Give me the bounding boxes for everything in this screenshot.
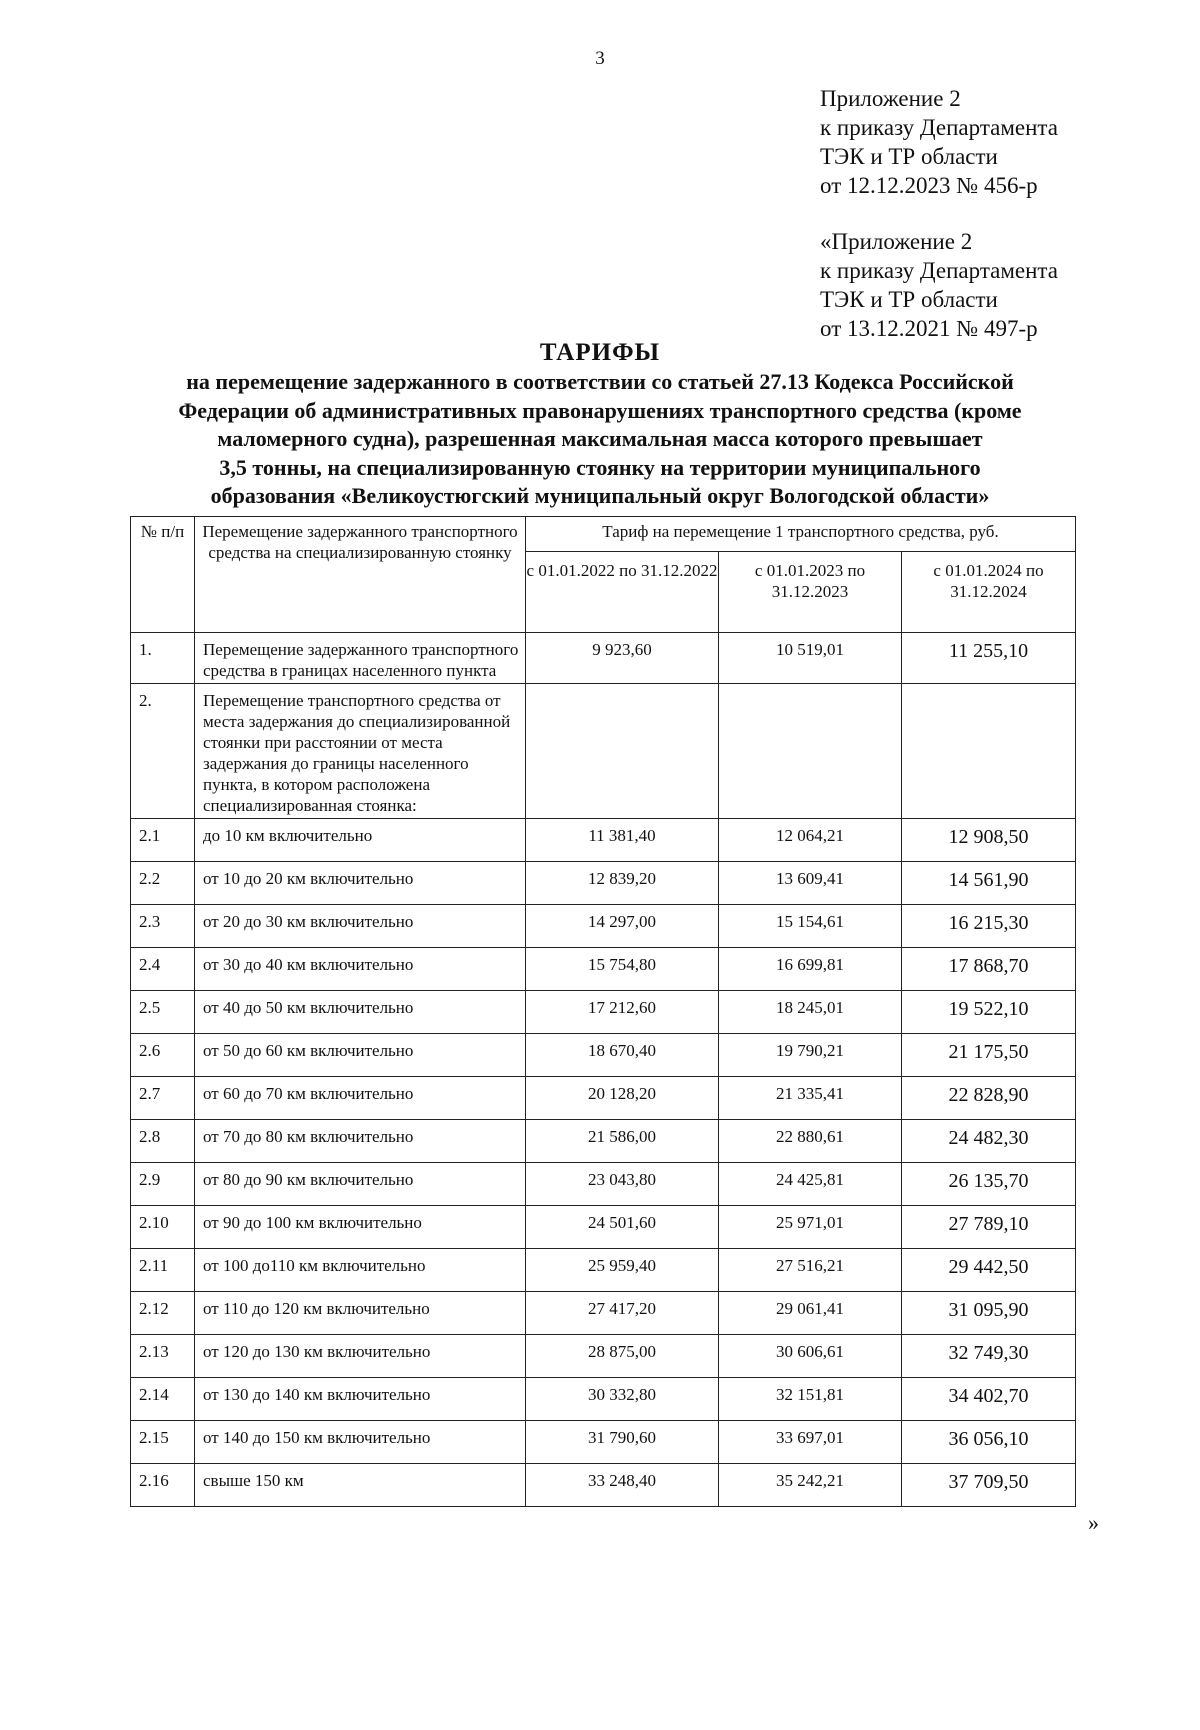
subtitle-line: образования «Великоустюгский муниципальный округ Вологодской области» bbox=[210, 483, 990, 508]
tariff-2024: 27 789,10 bbox=[902, 1206, 1076, 1249]
row-description: от 50 до 60 км включительно bbox=[195, 1034, 526, 1077]
title-block bbox=[110, 338, 1090, 511]
appendix-reference-current bbox=[820, 84, 1058, 200]
row-number: 2.11 bbox=[131, 1249, 195, 1292]
row-description: от 100 до110 км включительно bbox=[195, 1249, 526, 1292]
row-description: Перемещение задержанного транспортного средства в границах населенного пункта bbox=[195, 633, 526, 684]
tariff-2023: 22 880,61 bbox=[719, 1120, 902, 1163]
header-description: Перемещение задержанного транспортного средства на специализированную стоянку bbox=[195, 517, 526, 633]
tariff-2022: 20 128,20 bbox=[526, 1077, 719, 1120]
tariff-2024: 21 175,50 bbox=[902, 1034, 1076, 1077]
row-number: 2.5 bbox=[131, 991, 195, 1034]
table-row bbox=[131, 1421, 1076, 1464]
tariff-2023 bbox=[719, 684, 902, 819]
header-period-2022: с 01.01.2022 по 31.12.2022 bbox=[526, 552, 719, 633]
tariff-2023: 24 425,81 bbox=[719, 1163, 902, 1206]
row-description: до 10 км включительно bbox=[195, 819, 526, 862]
tariff-table bbox=[130, 516, 1076, 1507]
row-description: от 130 до 140 км включительно bbox=[195, 1378, 526, 1421]
tariff-2022: 25 959,40 bbox=[526, 1249, 719, 1292]
subtitle-line: Федерации об административных правонарушениях транспортного средства (кроме bbox=[178, 397, 1022, 423]
row-number: 2.7 bbox=[131, 1077, 195, 1120]
tariff-2023: 16 699,81 bbox=[719, 948, 902, 991]
tariff-2024: 14 561,90 bbox=[902, 862, 1076, 905]
appendix-line: ТЭК и ТР области bbox=[820, 287, 998, 312]
tariff-2022: 17 212,60 bbox=[526, 991, 719, 1034]
row-description: Перемещение транспортного средства от места задержания до специализированной стоянки при расстоянии от места задержания до границы населенного пункта, в котором расположена специализированная стоянка: bbox=[195, 684, 526, 819]
tariff-2024: 34 402,70 bbox=[902, 1378, 1076, 1421]
tariff-2024: 37 709,50 bbox=[902, 1464, 1076, 1507]
tariff-2023: 25 971,01 bbox=[719, 1206, 902, 1249]
tariff-2023: 12 064,21 bbox=[719, 819, 902, 862]
header-period-2024: с 01.01.2024 по 31.12.2024 bbox=[902, 552, 1076, 633]
row-description: от 10 до 20 км включительно bbox=[195, 862, 526, 905]
row-description: от 120 до 130 км включительно bbox=[195, 1335, 526, 1378]
tariff-2022: 15 754,80 bbox=[526, 948, 719, 991]
appendix-line: от 13.12.2021 № 497-р bbox=[820, 316, 1038, 341]
tariff-2024: 17 868,70 bbox=[902, 948, 1076, 991]
table-row bbox=[131, 1077, 1076, 1120]
page-number: 3 bbox=[595, 48, 605, 69]
tariff-2022: 33 248,40 bbox=[526, 1464, 719, 1507]
appendix-line: ТЭК и ТР области bbox=[820, 144, 998, 169]
tariff-2023: 33 697,01 bbox=[719, 1421, 902, 1464]
subtitle-line: на перемещение задержанного в соответствии со статьей 27.13 Кодекса Российской bbox=[186, 369, 1014, 394]
row-number: 2.15 bbox=[131, 1421, 195, 1464]
row-description: от 30 до 40 км включительно bbox=[195, 948, 526, 991]
tariff-2022: 14 297,00 bbox=[526, 905, 719, 948]
table-row bbox=[131, 1378, 1076, 1421]
row-description: от 90 до 100 км включительно bbox=[195, 1206, 526, 1249]
tariff-2024: 12 908,50 bbox=[902, 819, 1076, 862]
tariff-2022: 28 875,00 bbox=[526, 1335, 719, 1378]
tariff-2023: 32 151,81 bbox=[719, 1378, 902, 1421]
table-row bbox=[131, 905, 1076, 948]
tariff-2022: 31 790,60 bbox=[526, 1421, 719, 1464]
tariff-2024: 24 482,30 bbox=[902, 1120, 1076, 1163]
header-number: № п/п bbox=[131, 517, 195, 633]
row-description: свыше 150 км bbox=[195, 1464, 526, 1507]
tariff-2024 bbox=[902, 684, 1076, 819]
tariff-2024: 36 056,10 bbox=[902, 1421, 1076, 1464]
tariff-2022: 30 332,80 bbox=[526, 1378, 719, 1421]
tariff-2023: 35 242,21 bbox=[719, 1464, 902, 1507]
row-description: от 20 до 30 км включительно bbox=[195, 905, 526, 948]
tariff-2023: 27 516,21 bbox=[719, 1249, 902, 1292]
row-number: 2.2 bbox=[131, 862, 195, 905]
appendix-line: «Приложение 2 bbox=[820, 229, 973, 254]
table-row bbox=[131, 1249, 1076, 1292]
row-number: 2.14 bbox=[131, 1378, 195, 1421]
row-description: от 40 до 50 км включительно bbox=[195, 991, 526, 1034]
subtitle-line: 3,5 тонны, на специализированную стоянку на территории муниципального bbox=[219, 454, 981, 480]
table-row bbox=[131, 862, 1076, 905]
tariff-2024: 32 749,30 bbox=[902, 1335, 1076, 1378]
row-description: от 110 до 120 км включительно bbox=[195, 1292, 526, 1335]
row-number: 2.16 bbox=[131, 1464, 195, 1507]
tariff-2024: 16 215,30 bbox=[902, 905, 1076, 948]
tariff-2024: 11 255,10 bbox=[902, 633, 1076, 684]
table-row bbox=[131, 1464, 1076, 1507]
tariff-2022: 24 501,60 bbox=[526, 1206, 719, 1249]
subtitle-line: маломерного судна), разрешенная максимальная масса которого превышает bbox=[217, 426, 983, 451]
tariff-2024: 26 135,70 bbox=[902, 1163, 1076, 1206]
row-description: от 70 до 80 км включительно bbox=[195, 1120, 526, 1163]
tariff-2024: 22 828,90 bbox=[902, 1077, 1076, 1120]
row-number: 2.10 bbox=[131, 1206, 195, 1249]
tariff-2023: 15 154,61 bbox=[719, 905, 902, 948]
header-period-2023: с 01.01.2023 по 31.12.2023 bbox=[719, 552, 902, 633]
tariff-2023: 21 335,41 bbox=[719, 1077, 902, 1120]
row-number: 2.8 bbox=[131, 1120, 195, 1163]
appendix-line: от 12.12.2023 № 456-р bbox=[820, 173, 1038, 198]
tariff-rows bbox=[131, 633, 1076, 1507]
tariff-2022: 23 043,80 bbox=[526, 1163, 719, 1206]
tariff-2022: 18 670,40 bbox=[526, 1034, 719, 1077]
row-number: 2. bbox=[131, 684, 195, 819]
row-description: от 80 до 90 км включительно bbox=[195, 1163, 526, 1206]
table-row bbox=[131, 1034, 1076, 1077]
table-row bbox=[131, 991, 1076, 1034]
appendix-reference-previous bbox=[820, 227, 1058, 343]
row-number: 2.1 bbox=[131, 819, 195, 862]
row-description: от 140 до 150 км включительно bbox=[195, 1421, 526, 1464]
document-title: ТАРИФЫ bbox=[539, 339, 661, 366]
row-number: 2.12 bbox=[131, 1292, 195, 1335]
table-row bbox=[131, 1163, 1076, 1206]
row-number: 2.9 bbox=[131, 1163, 195, 1206]
tariff-2024: 29 442,50 bbox=[902, 1249, 1076, 1292]
table-row bbox=[131, 948, 1076, 991]
header-tariff-group: Тариф на перемещение 1 транспортного средства, руб. bbox=[526, 517, 1076, 552]
row-number: 1. bbox=[131, 633, 195, 684]
table-row bbox=[131, 819, 1076, 862]
appendix-line: к приказу Департамента bbox=[820, 258, 1058, 283]
table-row bbox=[131, 1206, 1076, 1249]
table-row bbox=[131, 633, 1076, 684]
row-number: 2.6 bbox=[131, 1034, 195, 1077]
table-row bbox=[131, 1292, 1076, 1335]
row-number: 2.4 bbox=[131, 948, 195, 991]
tariff-2023: 18 245,01 bbox=[719, 991, 902, 1034]
tariff-2024: 19 522,10 bbox=[902, 991, 1076, 1034]
tariff-2022: 9 923,60 bbox=[526, 633, 719, 684]
tariff-2022: 11 381,40 bbox=[526, 819, 719, 862]
tariff-2022 bbox=[526, 684, 719, 819]
table-row bbox=[131, 684, 1076, 819]
tariff-2023: 30 606,61 bbox=[719, 1335, 902, 1378]
tariff-2023: 13 609,41 bbox=[719, 862, 902, 905]
tariff-2023: 19 790,21 bbox=[719, 1034, 902, 1077]
appendix-line: к приказу Департамента bbox=[820, 115, 1058, 140]
tariff-2022: 12 839,20 bbox=[526, 862, 719, 905]
table-row bbox=[131, 1335, 1076, 1378]
row-number: 2.3 bbox=[131, 905, 195, 948]
table-row bbox=[131, 1120, 1076, 1163]
tariff-2024: 31 095,90 bbox=[902, 1292, 1076, 1335]
closing-quote: » bbox=[1088, 1510, 1099, 1535]
row-description: от 60 до 70 км включительно bbox=[195, 1077, 526, 1120]
tariff-2022: 27 417,20 bbox=[526, 1292, 719, 1335]
tariff-2022: 21 586,00 bbox=[526, 1120, 719, 1163]
appendix-line: Приложение 2 bbox=[820, 86, 961, 111]
tariff-2023: 29 061,41 bbox=[719, 1292, 902, 1335]
tariff-2023: 10 519,01 bbox=[719, 633, 902, 684]
document-subtitle bbox=[110, 368, 1090, 511]
row-number: 2.13 bbox=[131, 1335, 195, 1378]
